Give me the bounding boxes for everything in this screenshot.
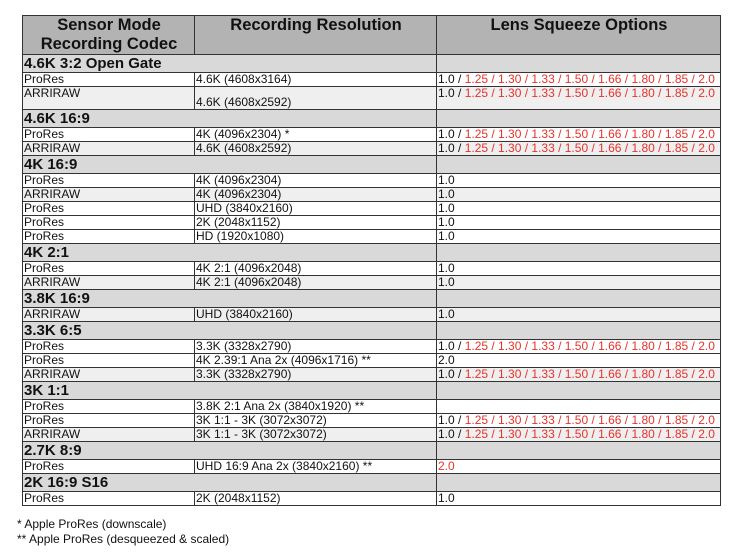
- squeeze-base-value: 1.0: [438, 201, 455, 215]
- codec-cell: ProRes: [23, 216, 195, 230]
- table-row: [23, 87, 721, 110]
- table-row: [23, 262, 721, 276]
- sensor-mode-title: 3.8K 16:9: [23, 290, 437, 308]
- sensor-mode-title: 2K 16:9 S16: [23, 474, 437, 492]
- table-row: [23, 340, 721, 354]
- table-row: [23, 308, 721, 322]
- squeeze-cell: [437, 262, 721, 276]
- squeeze-cell: [437, 174, 721, 188]
- codec-cell: ProRes: [23, 73, 195, 87]
- resolution-cell: 4.6K (4608x3164): [195, 73, 437, 87]
- table-row: [23, 188, 721, 202]
- table-row: [23, 492, 721, 506]
- squeeze-cell: [437, 492, 721, 506]
- group-header-row: [23, 442, 721, 460]
- resolution-cell: 3.3K (3328x2790): [195, 340, 437, 354]
- table-row: [23, 230, 721, 244]
- header-lens-squeeze-options: Lens Squeeze Options: [437, 16, 721, 55]
- table-row: [23, 216, 721, 230]
- squeeze-extended-values: 1.25 / 1.30 / 1.33 / 1.50 / 1.66 / 1.80 / 1.85 / 2.0: [464, 72, 715, 86]
- squeeze-base-value: 1.0: [438, 215, 455, 229]
- squeeze-base-value: 1.0: [438, 491, 455, 505]
- resolution-cell: 3.3K (3328x2790): [195, 368, 437, 382]
- table-row: [23, 142, 721, 156]
- group-header-row: [23, 244, 721, 262]
- codec-cell: ARRIRAW: [23, 308, 195, 322]
- codec-cell: ARRIRAW: [23, 368, 195, 382]
- codec-cell: ARRIRAW: [23, 87, 195, 110]
- codec-cell: ProRes: [23, 492, 195, 506]
- squeeze-cell: [437, 142, 721, 156]
- codec-cell: ARRIRAW: [23, 428, 195, 442]
- group-empty-cell: [437, 442, 721, 460]
- squeeze-base-value: 1.0 /: [438, 86, 465, 100]
- header-recording-resolution: Recording Resolution: [195, 16, 437, 55]
- squeeze-cell: [437, 202, 721, 216]
- squeeze-cell: [437, 73, 721, 87]
- codec-cell: ProRes: [23, 460, 195, 474]
- squeeze-base-value: 1.0 /: [438, 339, 465, 353]
- table-row: [23, 354, 721, 368]
- codec-cell: ProRes: [23, 128, 195, 142]
- squeeze-base-value: 2.0: [438, 353, 455, 367]
- resolution-cell: HD (1920x1080): [195, 230, 437, 244]
- table-row: [23, 414, 721, 428]
- squeeze-base-value: 1.0 /: [438, 367, 465, 381]
- resolution-cell: 4K (4096x2304): [195, 174, 437, 188]
- squeeze-base-value: 1.0 /: [438, 72, 465, 86]
- table-row: [23, 276, 721, 290]
- resolution-cell: UHD 16:9 Ana 2x (3840x2160) **: [195, 460, 437, 474]
- table-row: [23, 400, 721, 414]
- sensor-mode-title: 3.3K 6:5: [23, 322, 437, 340]
- sensor-mode-title: 4.6K 16:9: [23, 110, 437, 128]
- squeeze-extended-values: 1.25 / 1.30 / 1.33 / 1.50 / 1.66 / 1.80 / 1.85 / 2.0: [464, 339, 715, 353]
- table-row: [23, 174, 721, 188]
- squeeze-base-value: 1.0: [438, 261, 455, 275]
- group-empty-cell: [437, 110, 721, 128]
- resolution-cell: 4K 2.39:1 Ana 2x (4096x1716) **: [195, 354, 437, 368]
- squeeze-base-value: 1.0: [438, 187, 455, 201]
- squeeze-base-value: 1.0: [438, 229, 455, 243]
- resolution-cell: 3K 1:1 - 3K (3072x3072): [195, 414, 437, 428]
- table-row: [23, 428, 721, 442]
- squeeze-base-value: 1.0 /: [438, 413, 465, 427]
- footnote-downscale: * Apple ProRes (downscale): [17, 517, 167, 531]
- squeeze-base-value: 1.0 /: [438, 141, 465, 155]
- table-row: [23, 128, 721, 142]
- table-row: [23, 368, 721, 382]
- squeeze-base-value: 1.0: [438, 275, 455, 289]
- resolution-cell: UHD (3840x2160): [195, 308, 437, 322]
- squeeze-cell: [437, 428, 721, 442]
- squeeze-cell: [437, 188, 721, 202]
- group-empty-cell: [437, 382, 721, 400]
- group-header-row: [23, 156, 721, 174]
- squeeze-extended-values: 2.0: [438, 459, 455, 473]
- codec-cell: ProRes: [23, 230, 195, 244]
- squeeze-cell: [437, 340, 721, 354]
- squeeze-cell: [437, 87, 721, 110]
- resolution-cell: 3K 1:1 - 3K (3072x3072): [195, 428, 437, 442]
- resolution-cell: 4.6K (4608x2592): [195, 87, 437, 110]
- codec-cell: ProRes: [23, 400, 195, 414]
- resolution-cell: 4K (4096x2304) *: [195, 128, 437, 142]
- resolution-cell: UHD (3840x2160): [195, 202, 437, 216]
- resolution-cell: 4.6K (4608x2592): [195, 142, 437, 156]
- squeeze-base-value: 1.0 /: [438, 427, 465, 441]
- sensor-mode-title: 4.6K 3:2 Open Gate: [23, 55, 437, 73]
- group-header-row: [23, 322, 721, 340]
- squeeze-cell: [437, 460, 721, 474]
- squeeze-cell: [437, 354, 721, 368]
- squeeze-cell: [437, 414, 721, 428]
- codec-cell: ProRes: [23, 340, 195, 354]
- squeeze-extended-values: 1.25 / 1.30 / 1.33 / 1.50 / 1.66 / 1.80 / 1.85 / 2.0: [464, 86, 715, 100]
- codec-cell: ProRes: [23, 354, 195, 368]
- group-header-row: [23, 474, 721, 492]
- header-sensor-mode-line1: Sensor Mode: [57, 16, 161, 34]
- group-header-row: [23, 290, 721, 308]
- squeeze-extended-values: 1.25 / 1.30 / 1.33 / 1.50 / 1.66 / 1.80 / 1.85 / 2.0: [464, 141, 715, 155]
- table-row: [23, 202, 721, 216]
- group-empty-cell: [437, 55, 721, 73]
- squeeze-cell: [437, 276, 721, 290]
- group-header-row: [23, 382, 721, 400]
- table-row: [23, 73, 721, 87]
- squeeze-cell: [437, 308, 721, 322]
- codec-cell: ARRIRAW: [23, 142, 195, 156]
- table-body: [23, 55, 721, 506]
- squeeze-base-value: 1.0 /: [438, 127, 465, 141]
- squeeze-cell: [437, 128, 721, 142]
- header-recording-codec-line2: Recording Codec: [40, 35, 178, 53]
- squeeze-base-value: 1.0: [438, 307, 455, 321]
- table-header-row: [23, 16, 721, 55]
- sensor-mode-title: 4K 2:1: [23, 244, 437, 262]
- group-empty-cell: [437, 322, 721, 340]
- sensor-mode-title: 2.7K 8:9: [23, 442, 437, 460]
- footnote-desqueezed: ** Apple ProRes (desqueezed & scaled): [17, 532, 230, 546]
- squeeze-cell: [437, 216, 721, 230]
- squeeze-cell: [437, 368, 721, 382]
- squeeze-extended-values: 1.25 / 1.30 / 1.33 / 1.50 / 1.66 / 1.80 / 1.85 / 2.0: [464, 127, 715, 141]
- resolution-cell: 3.8K 2:1 Ana 2x (3840x1920) **: [195, 400, 437, 414]
- codec-cell: ARRIRAW: [23, 276, 195, 290]
- resolution-cell: 2K (2048x1152): [195, 492, 437, 506]
- squeeze-base-value: 1.0: [438, 173, 455, 187]
- codec-cell: ProRes: [23, 262, 195, 276]
- codec-cell: ProRes: [23, 174, 195, 188]
- codec-cell: ARRIRAW: [23, 188, 195, 202]
- resolution-cell: 2K (2048x1152): [195, 216, 437, 230]
- squeeze-extended-values: 1.25 / 1.30 / 1.33 / 1.50 / 1.66 / 1.80 / 1.85 / 2.0: [464, 367, 715, 381]
- squeeze-extended-values: 1.25 / 1.30 / 1.33 / 1.50 / 1.66 / 1.80 / 1.85 / 2.0: [464, 413, 715, 427]
- table-row: [23, 460, 721, 474]
- resolution-cell: 4K 2:1 (4096x2048): [195, 276, 437, 290]
- group-empty-cell: [437, 474, 721, 492]
- group-empty-cell: [437, 244, 721, 262]
- sensor-mode-title: 4K 16:9: [23, 156, 437, 174]
- codec-cell: ProRes: [23, 414, 195, 428]
- sensor-mode-title: 3K 1:1: [23, 382, 437, 400]
- squeeze-cell: [437, 230, 721, 244]
- group-empty-cell: [437, 156, 721, 174]
- header-sensor-mode: [23, 16, 195, 55]
- resolution-cell: 4K (4096x2304): [195, 188, 437, 202]
- codec-cell: ProRes: [23, 202, 195, 216]
- group-header-row: [23, 55, 721, 73]
- group-empty-cell: [437, 290, 721, 308]
- group-header-row: [23, 110, 721, 128]
- sensor-mode-table: [22, 15, 721, 506]
- squeeze-extended-values: 1.25 / 1.30 / 1.33 / 1.50 / 1.66 / 1.80 / 1.85 / 2.0: [464, 427, 715, 441]
- squeeze-cell: [437, 400, 721, 414]
- footnotes: [17, 517, 229, 547]
- resolution-cell: 4K 2:1 (4096x2048): [195, 262, 437, 276]
